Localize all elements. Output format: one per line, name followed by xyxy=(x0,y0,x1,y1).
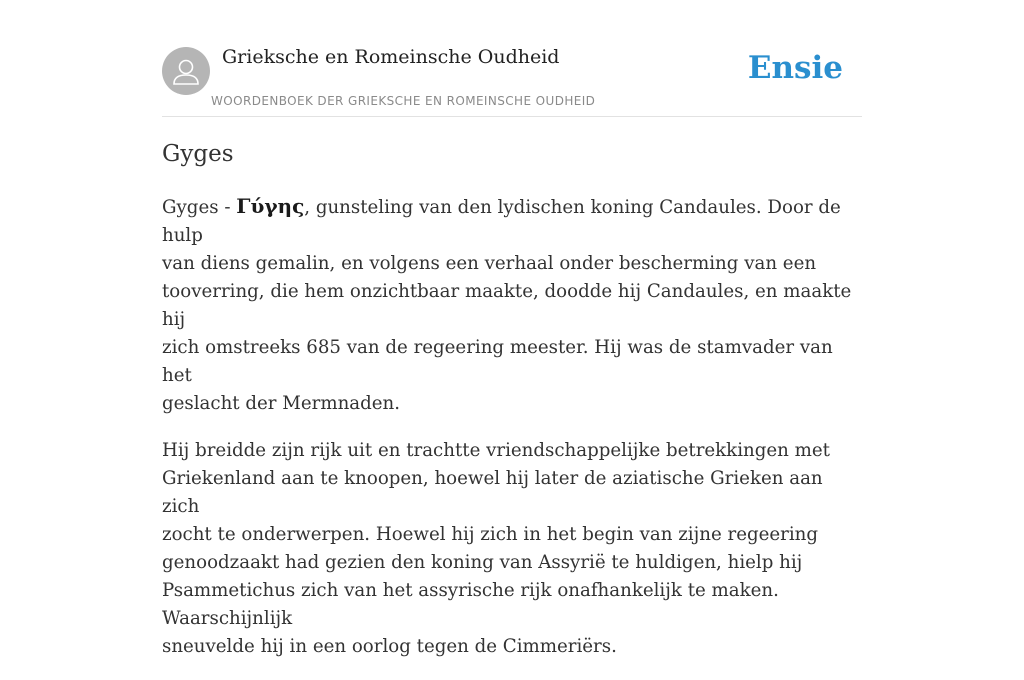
greek-term: Γύγης xyxy=(236,194,305,218)
source-header xyxy=(162,44,862,117)
article-paragraph-2: Hij breidde zijn rijk uit en trachtte vriendschappelijke betrekkingen met Griekenland aan te knoopen, hoewel hij later de aziatische Grieken aan zich zocht te onderwerpen. Hoewel hij zich in het begin van zijne regeering genoodzaakt had gezien den koning van Assyrië te huldigen, hielp hij Psammetichus zich van het assyrische rijk onafhankelijk te maken. Waarschijnlijk sneuvelde hij in een oorlog tegen de Cimmeriërs. xyxy=(162,440,830,657)
term-prefix: Gyges - xyxy=(162,197,237,218)
article-body xyxy=(162,192,862,680)
paragraph-text: , gunsteling van den lydischen koning Candaules. Door de hulp van diens gemalin, en volgens een verhaal onder bescherming van een tooverring, die hem onzichtbaar maakte, doodde hij Candaules, en maakte hij zich omstreeks 685 van de regeering meester. Hij was de stamvader van het geslacht der Mermnaden. xyxy=(162,197,852,414)
ensie-logo[interactable]: Ensie xyxy=(747,50,843,86)
source-title[interactable]: Grieksche en Romeinsche Oudheid xyxy=(222,46,560,68)
source-subtitle[interactable]: WOORDENBOEK DER GRIEKSCHE EN ROMEINSCHE OUDHEID xyxy=(211,94,596,108)
page-title: Gyges xyxy=(162,141,234,167)
user-icon[interactable] xyxy=(162,47,210,95)
article-paragraph-1 xyxy=(162,192,862,418)
